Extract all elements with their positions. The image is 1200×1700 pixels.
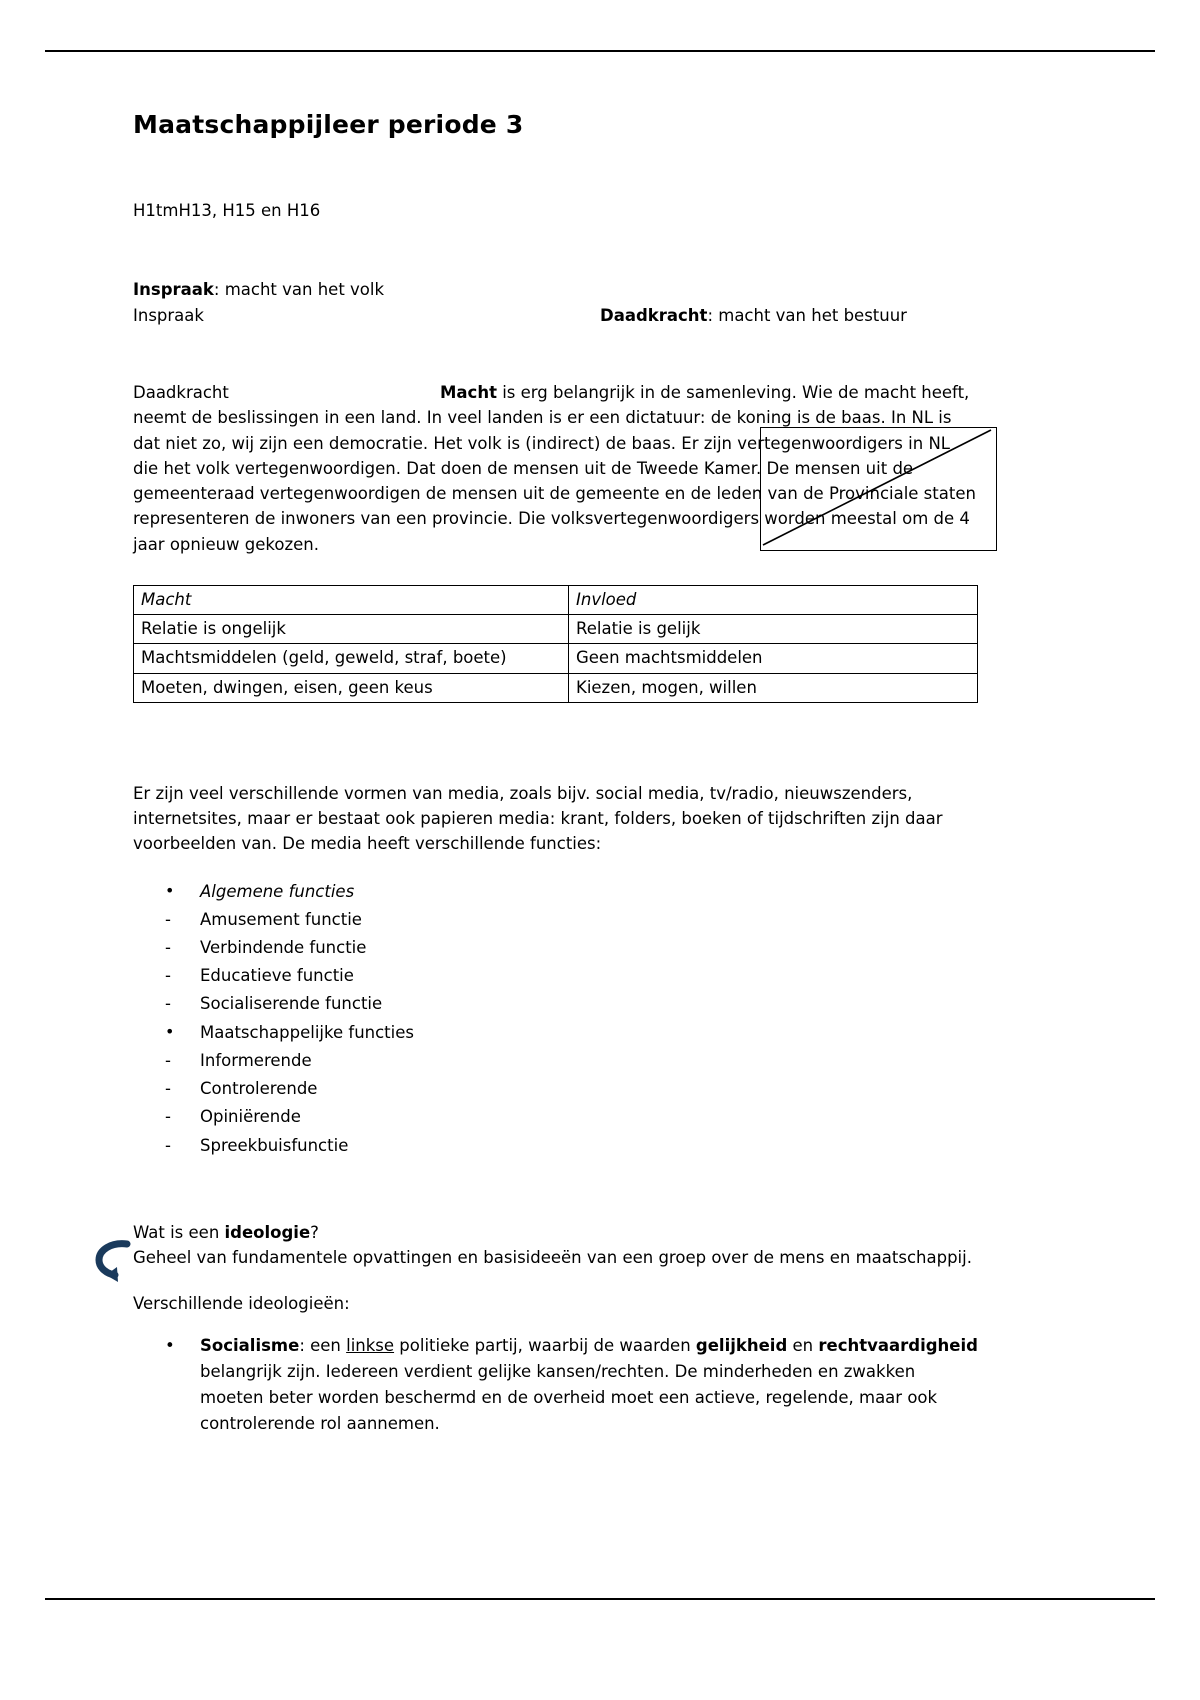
chapter-range: H1tmH13, H15 en H16 xyxy=(133,201,321,220)
ideologie-value-2: rechtvaardigheid xyxy=(818,1336,978,1356)
ideologie-list xyxy=(133,1333,978,1436)
list-item xyxy=(165,879,978,904)
daadkracht-label: Daadkracht xyxy=(133,383,229,403)
ideologie-tail: belangrijk zijn. Iedereen verdient gelijke kansen/rechten. De minderheden en zwakken moeten beter worden beschermd en de overheid moet een actieve, regelende, maar ook controlerende rol aannemen. xyxy=(200,1362,938,1433)
table-row xyxy=(134,673,978,702)
inspraak-definition: : macht van het volk xyxy=(213,280,385,299)
macht-text: is erg belangrijk in de samenleving. Wie de macht heeft, neemt de beslissingen in een land. In veel landen is er een dictatuur: de koning is de baas. In NL is dat niet zo, wij zijn een democratie. Het volk is (indirect) de baas. Er zijn vertegenwoordigers in NL die het volk vertegenwoordigen. Dat doen de mensen uit de Tweede Kamer. De mensen uit de gemeenteraad vertegenwoordigen de mensen uit de gemeente en de leden van de Provinciale staten representeren de inwoners van een provincie. Die volksvertegenwoordigers worden meestal om de 4 jaar opnieuw gekozen. xyxy=(133,383,976,554)
ideologie-mid-2: en xyxy=(787,1336,819,1356)
table-cell: Machtsmiddelen (geld, geweld, straf, boete) xyxy=(134,644,569,673)
list-item-label: Educatieve functie xyxy=(200,966,354,986)
media-paragraph: Er zijn veel verschillende vormen van media, zoals bijv. social media, tv/radio, nieuwszenders, internetsites, maar er bestaat ook papieren media: krant, folders, boeken of tijdschriften zijn daar voorbeelden van. De media heeft verschillende functies: xyxy=(133,783,943,854)
inspraak-term: Inspraak xyxy=(133,280,214,299)
ideologie-underlined: linkse xyxy=(346,1336,395,1356)
ideologie-question-post: ? xyxy=(310,1222,319,1242)
list-item xyxy=(165,963,978,988)
table-cell: Geen machtsmiddelen xyxy=(569,644,978,673)
dash-icon: - xyxy=(165,994,171,1014)
list-item xyxy=(165,1076,978,1101)
table-cell: Moeten, dwingen, eisen, geen keus xyxy=(134,673,569,702)
list-item xyxy=(165,1104,978,1129)
list-item-label: Spreekbuisfunctie xyxy=(200,1135,349,1155)
bullet-icon: • xyxy=(165,1021,175,1041)
table-row xyxy=(134,644,978,673)
verschillende-ideologieen-label: Verschillende ideologieën: xyxy=(133,1294,350,1314)
list-item-label: Controlerende xyxy=(200,1079,318,1099)
list-item xyxy=(165,1133,978,1158)
footer-rule xyxy=(45,1598,1155,1600)
list-item xyxy=(165,907,978,932)
dash-icon: - xyxy=(165,909,171,929)
media-functions-list xyxy=(133,879,978,1158)
dash-icon: - xyxy=(165,966,171,986)
inspraak-label: Inspraak xyxy=(133,305,204,325)
list-item xyxy=(165,935,978,960)
list-item-label: Algemene functies xyxy=(200,881,355,901)
list-item-label: Socialiserende functie xyxy=(200,994,383,1014)
table-cell: Relatie is gelijk xyxy=(569,615,978,644)
list-item-label: Maatschappelijke functies xyxy=(200,1022,414,1042)
inspraak-line xyxy=(133,277,978,303)
ideologie-answer: Geheel van fundamentele opvattingen en basisideeën van een groep over de mens en maatschappij. xyxy=(133,1248,972,1268)
bullet-icon: • xyxy=(165,880,175,900)
ideologie-name: Socialisme xyxy=(200,1336,300,1356)
dash-icon: - xyxy=(165,1135,171,1155)
table-header-invloed: Invloed xyxy=(569,585,978,614)
curved-arrow-icon xyxy=(93,1240,133,1289)
page-title: Maatschappijleer periode 3 xyxy=(133,110,524,139)
list-item-label: Informerende xyxy=(200,1050,312,1070)
daadkracht-term: Daadkracht xyxy=(600,305,708,325)
dash-icon: - xyxy=(165,1050,171,1070)
bullet-icon: • xyxy=(165,1336,175,1356)
ideologie-term: ideologie xyxy=(224,1222,311,1242)
macht-invloed-table xyxy=(133,585,978,703)
ideologie-question xyxy=(133,1220,978,1245)
dash-icon: - xyxy=(165,1079,171,1099)
macht-paragraph xyxy=(133,380,978,557)
ideologie-question-pre: Wat is een xyxy=(133,1222,225,1242)
dash-icon: - xyxy=(165,1107,171,1127)
ideologie-mid: politieke partij, waarbij de waarden xyxy=(394,1336,696,1356)
document-content xyxy=(133,110,978,1436)
list-item-label: Verbindende functie xyxy=(200,938,367,957)
ideologie-block xyxy=(133,1220,978,1270)
table-header-macht: Macht xyxy=(134,585,569,614)
table-row xyxy=(134,615,978,644)
table-cell: Relatie is ongelijk xyxy=(134,615,569,644)
inspraak-daadkracht-block xyxy=(133,277,978,557)
macht-term: Macht xyxy=(440,383,497,403)
list-item-label: Amusement functie xyxy=(200,909,362,929)
list-item xyxy=(165,1333,978,1436)
header-rule xyxy=(45,50,1155,52)
list-item xyxy=(165,1048,978,1073)
list-item xyxy=(165,1020,978,1045)
ideologie-sep: : een xyxy=(299,1336,347,1356)
table-row xyxy=(134,585,978,614)
list-item-label: Opiniërende xyxy=(200,1107,301,1127)
dash-icon: - xyxy=(165,938,171,957)
daadkracht-definition: : macht van het bestuur xyxy=(707,305,907,325)
table-cell: Kiezen, mogen, willen xyxy=(569,673,978,702)
ideologie-value-1: gelijkheid xyxy=(695,1336,788,1356)
list-item xyxy=(165,991,978,1016)
inspraak-daadkracht-row xyxy=(133,303,978,329)
daadkracht-line xyxy=(600,303,907,329)
